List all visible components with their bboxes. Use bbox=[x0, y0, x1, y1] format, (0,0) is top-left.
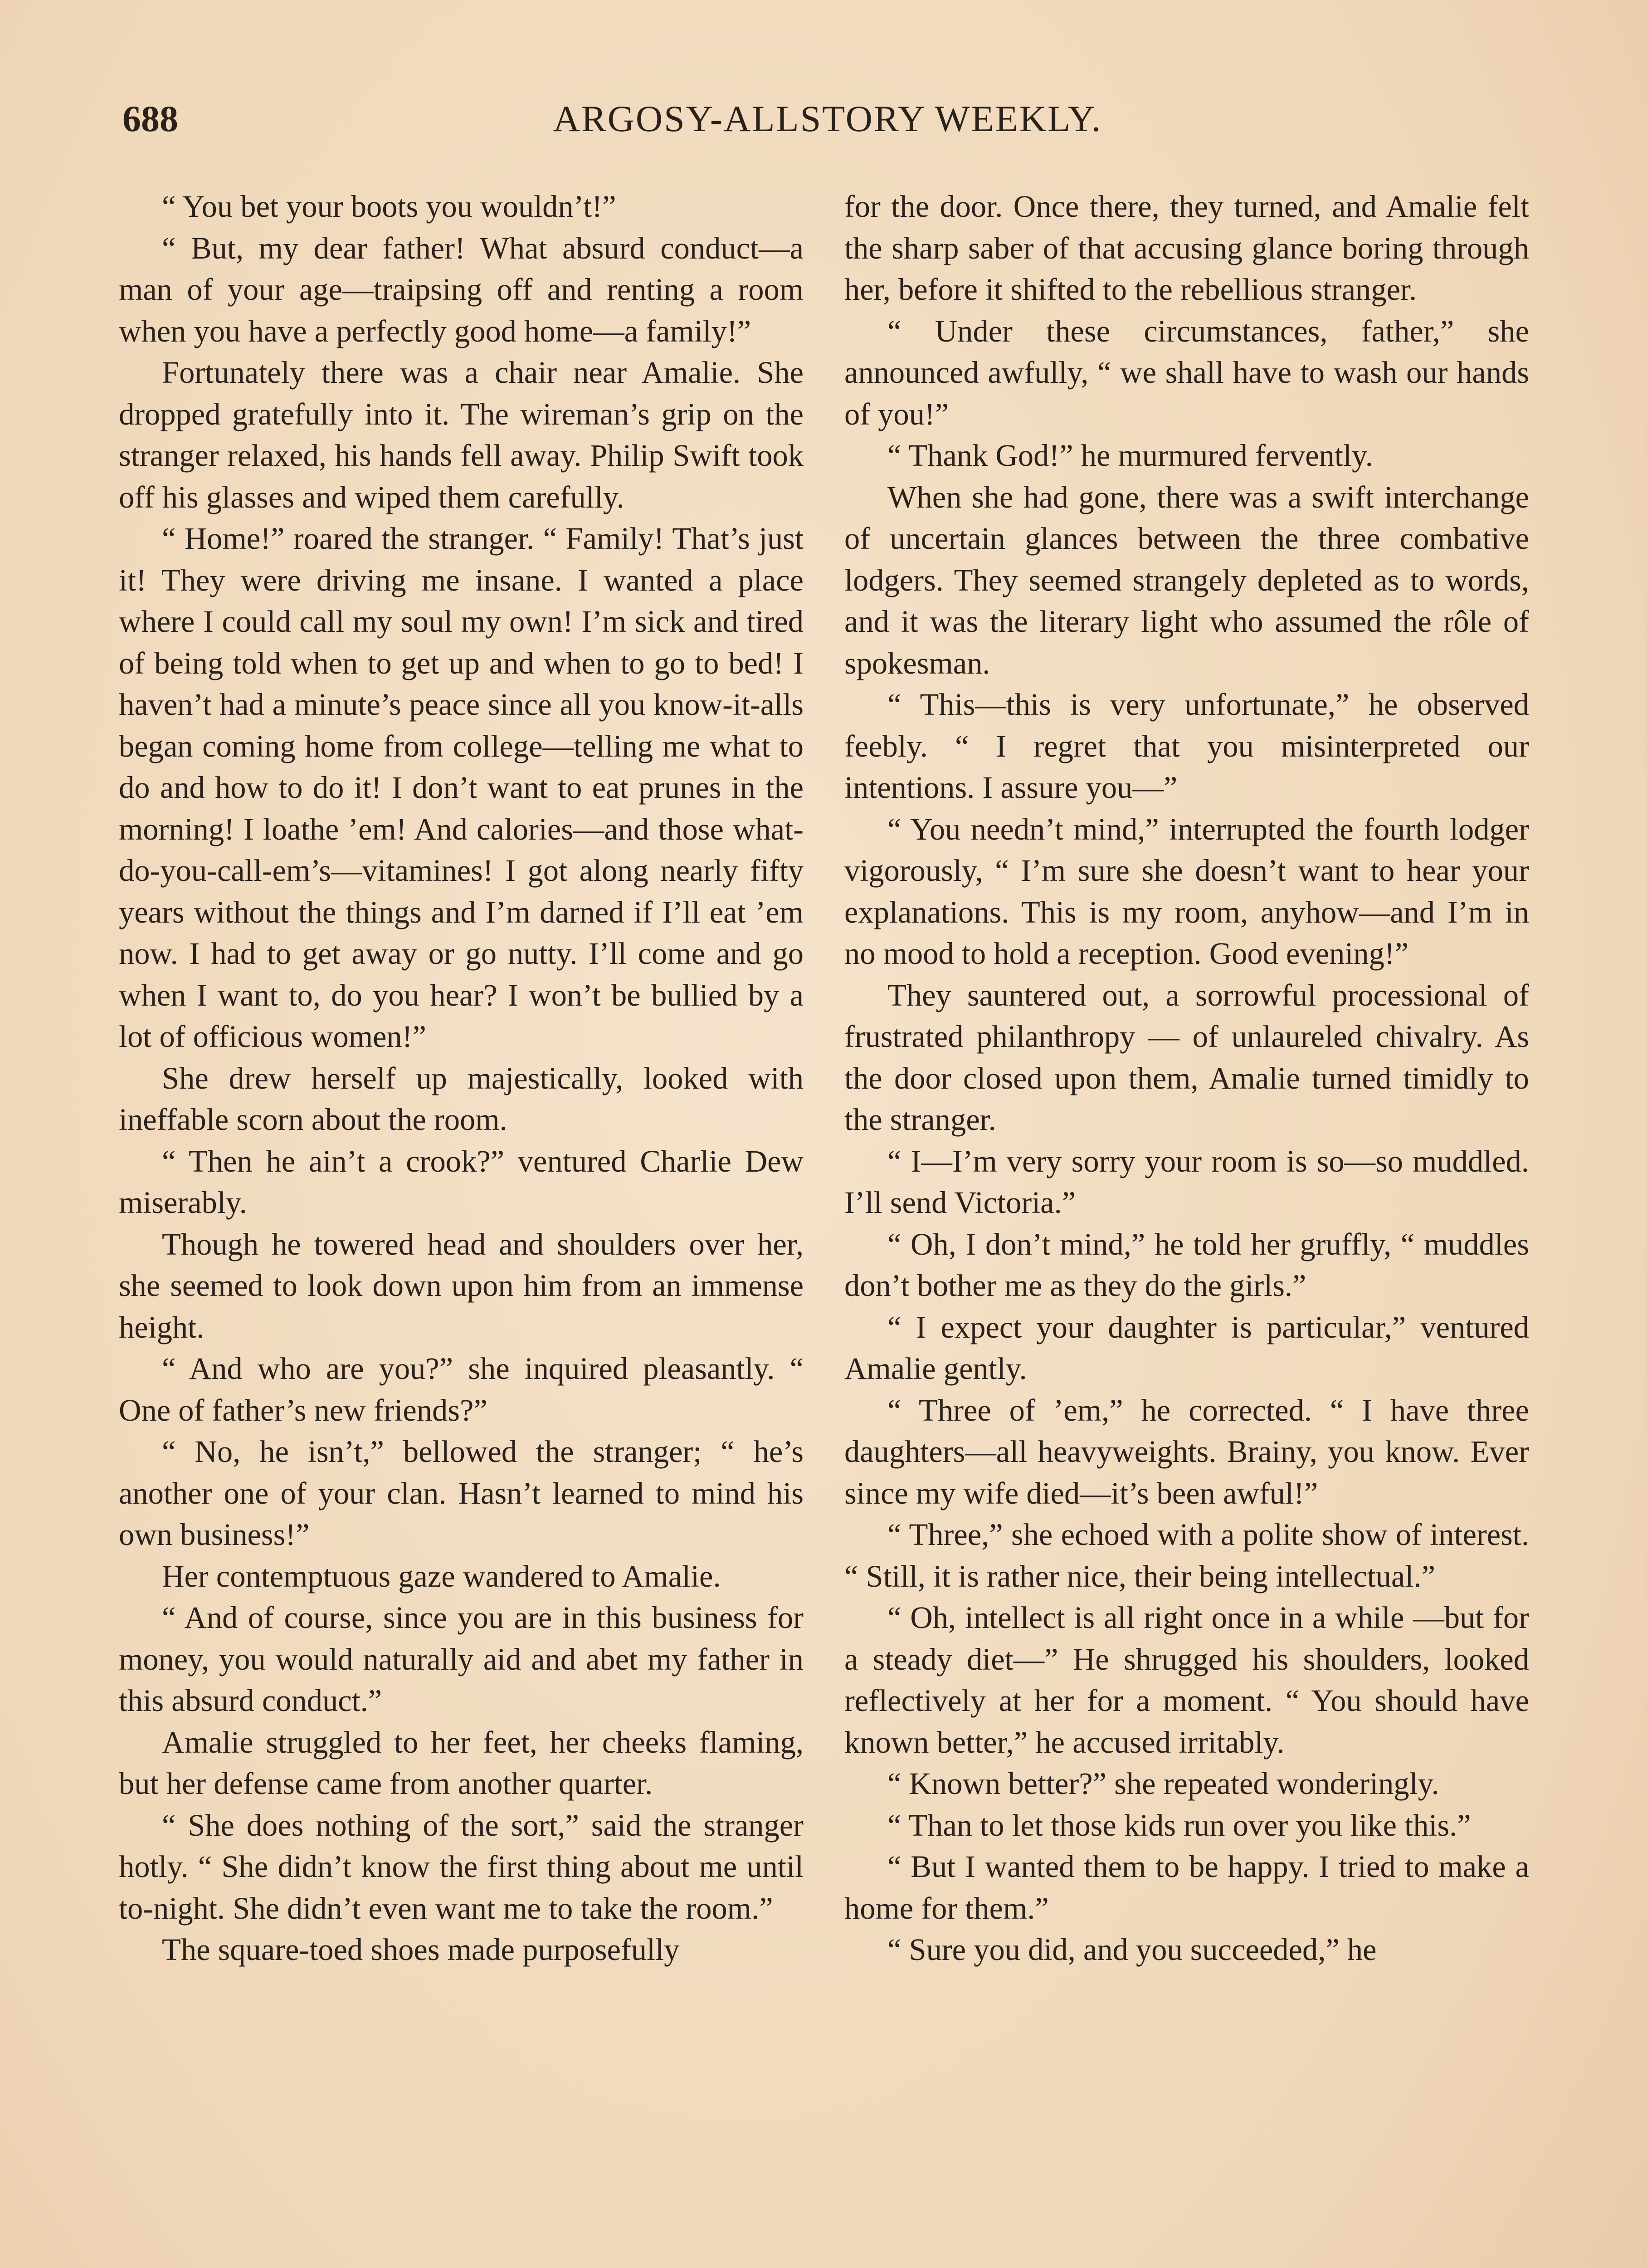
paragraph: When she had gone, there was a swift interchange of uncertain glances between the three combative lodgers. They seemed strangely depleted as to words, and it was the literary light who assumed the rôle of spokesman. bbox=[844, 479, 1529, 680]
paragraph: “ Oh, I don’t mind,” he told her gruffly, “ muddles don’t bother me as they do the girls.” bbox=[844, 1227, 1529, 1303]
paragraph: “ Then he ain’t a crook?” ventured Charlie Dew miserably. bbox=[119, 1144, 804, 1220]
paragraph: “ Three of ’em,” he corrected. “ I have three daughters—all heavyweights. Brainy, you know. Ever since my wife died—it’s been awful!” bbox=[844, 1393, 1529, 1510]
paragraph: “ Home!” roared the stranger. “ Family! That’s just it! They were driving me insane. I wanted a place where I could call my soul my own! I’m sick and tired of being told when to get up and when to go to bed! I haven’t had a minute’s peace since all you know-it-alls began coming home from college—telling me what to do and how to do it! I don’t want to eat prunes in the morning! I loathe ’em! And calories—and those what-do-you-call-em’s—vitamines! I got along nearly fifty years without the things and I’m darned if I’ll eat ’em now. I had to get away or go nutty. I’ll come and go when I want to, do you hear? I won’t be bullied by a lot of officious women!” bbox=[119, 521, 804, 1054]
paragraph: She drew herself up majestically, looked with ineffable scorn about the room. bbox=[119, 1061, 804, 1137]
paragraph: “ Oh, intellect is all right once in a while —but for a steady diet—” He shrugged his shoulders, looked reflectively at her for a moment. “ You should have known better,” he accused irritably. bbox=[844, 1600, 1529, 1760]
paragraph: “ But I wanted them to be happy. I tried to make a home for them.” bbox=[844, 1849, 1529, 1926]
running-head: ARGOSY-ALLSTORY WEEKLY. bbox=[553, 98, 1102, 139]
paragraph: They sauntered out, a sorrowful processional of frustrated philanthropy — of unlaureled chivalry. As the door closed upon them, Amalie turned timidly to the stranger. bbox=[844, 978, 1529, 1137]
paragraph: “ And who are you?” she inquired pleasantly. “ One of father’s new friends?” bbox=[119, 1351, 804, 1427]
paragraph: Her contemptuous gaze wandered to Amalie. bbox=[162, 1559, 721, 1593]
paragraph: “ I expect your daughter is particular,” ventured Amalie gently. bbox=[844, 1310, 1529, 1386]
paragraph: Amalie struggled to her feet, her cheeks flaming, but her defense came from another quarter. bbox=[119, 1725, 804, 1801]
paragraph: “ She does nothing of the sort,” said the stranger hotly. “ She didn’t know the first thing about me until to-night. She didn’t even want me to take the room.” bbox=[119, 1808, 804, 1926]
paragraph: “ Under these circumstances, father,” she announced awfully, “ we shall have to wash our hands of you!” bbox=[844, 313, 1529, 431]
paragraph: for the door. Once there, they turned, and Amalie felt the sharp saber of that accusing glance boring through her, before it shifted to the rebellious stranger. bbox=[844, 189, 1529, 307]
paragraph: “ You bet your boots you wouldn’t!” bbox=[162, 189, 616, 224]
paragraph: “ Three,” she echoed with a polite show of interest. “ Still, it is rather nice, their being intellectual.” bbox=[844, 1517, 1529, 1593]
page-number: 688 bbox=[122, 98, 178, 139]
paragraph: “ This—this is very unfortunate,” he observed feebly. “ I regret that you misinterpreted our intentions. I assure you—” bbox=[844, 687, 1529, 805]
paragraph: “ I—I’m very sorry your room is so—so muddled. I’ll send Victoria.” bbox=[844, 1144, 1529, 1220]
paragraph: Though he towered head and shoulders over her, she seemed to look down upon him from an immense height. bbox=[119, 1227, 804, 1344]
paragraph: “ Known better?” she repeated wonderingly. bbox=[887, 1766, 1439, 1801]
right-column bbox=[844, 186, 1529, 1971]
paragraph: “ Than to let those kids run over you like this.” bbox=[887, 1808, 1471, 1843]
paragraph: The square-toed shoes made purposefully bbox=[162, 1932, 680, 1967]
paragraph: “ No, he isn’t,” bellowed the stranger; “ he’s another one of your clan. Hasn’t learned to mind his own business!” bbox=[119, 1434, 804, 1552]
paragraph: Fortunately there was a chair near Amalie. She dropped gratefully into it. The wireman’s grip on the stranger relaxed, his hands fell away. Philip Swift took off his glasses and wiped them carefully. bbox=[119, 355, 804, 514]
paragraph: “ You needn’t mind,” interrupted the fourth lodger vigorously, “ I’m sure she doesn’t want to hear your explanations. This is my room, anyhow—and I’m in no mood to hold a reception. Good evening!” bbox=[844, 811, 1529, 971]
paragraph: “ Sure you did, and you succeeded,” he bbox=[887, 1932, 1377, 1967]
paragraph: “ But, my dear father! What absurd conduct—a man of your age—traipsing off and renting a room when you have a perfectly good home—a family!” bbox=[119, 230, 804, 348]
paragraph: “ Thank God!” he murmured fervently. bbox=[887, 438, 1373, 473]
paragraph: “ And of course, since you are in this business for money, you would naturally aid and abet my father in this absurd conduct.” bbox=[119, 1600, 804, 1718]
page-header bbox=[122, 98, 1533, 156]
left-column bbox=[119, 186, 804, 1971]
